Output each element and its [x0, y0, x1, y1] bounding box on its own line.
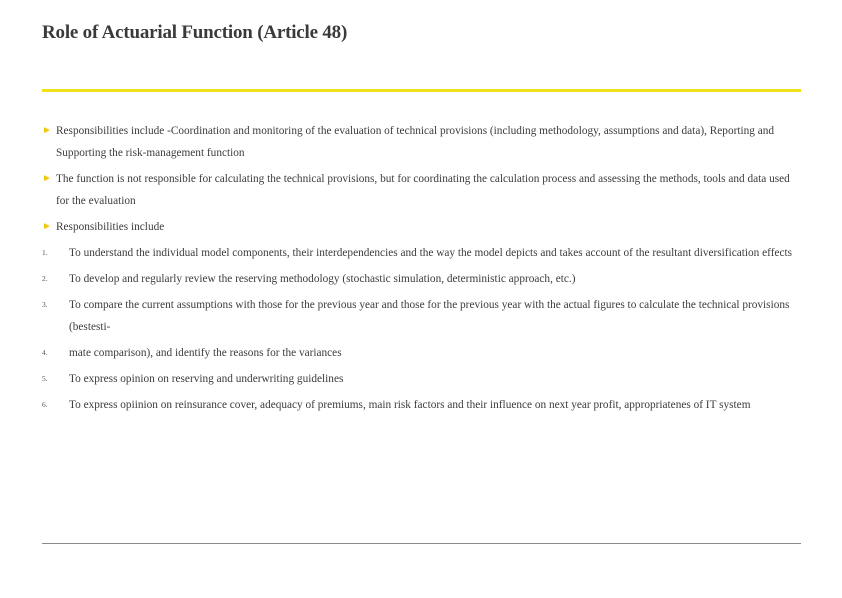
bullet-text: Responsibilities include -Coordination and monitoring of the evaluation of technical provisions (including methodology, assumptions and data), Reporting and Supporting the risk-management function — [56, 125, 775, 159]
numbered-item — [42, 394, 804, 416]
item-text: To understand the individual model components, their interdependencies and the way the model depicts and takes account of the resultant diversification effects — [69, 247, 793, 259]
numbered-item — [42, 242, 804, 264]
item-text: To express opinion on reserving and underwriting guidelines — [69, 373, 344, 385]
title-underline — [42, 89, 801, 92]
bullet-text: Responsibilities include — [56, 221, 165, 233]
bullet-item — [42, 168, 804, 212]
item-number: 6. — [42, 400, 48, 409]
triangle-bullet-icon: ► — [42, 173, 52, 184]
triangle-bullet-icon: ► — [42, 125, 52, 136]
numbered-item — [42, 342, 804, 364]
item-text: To express opiinion on reinsurance cover, adequacy of premiums, main risk factors and their influence on next year profit, appropriatenes of IT system — [69, 399, 751, 411]
numbered-item — [42, 368, 804, 390]
numbered-item — [42, 268, 804, 290]
numbered-item — [42, 294, 804, 338]
item-text: mate comparison), and identify the reasons for the variances — [69, 347, 342, 359]
slide-content — [42, 120, 804, 420]
bullet-text: The function is not responsible for calculating the technical provisions, but for coordinating the calculation process and assessing the methods, tools and data used for the evaluation — [56, 173, 790, 207]
item-text: To compare the current assumptions with those for the previous year and those for the previous year with the actual figures to calculate the technical provisions (bestesti- — [69, 299, 790, 333]
item-text: To develop and regularly review the reserving methodology (stochastic simulation, deterministic approach, etc.) — [69, 273, 576, 285]
item-number: 4. — [42, 348, 48, 357]
bullet-item — [42, 120, 804, 164]
item-number: 2. — [42, 274, 48, 283]
bullet-item — [42, 216, 804, 238]
item-number: 5. — [42, 374, 48, 383]
triangle-bullet-icon: ► — [42, 221, 52, 232]
item-number: 1. — [42, 248, 48, 257]
slide-title: Role of Actuarial Function (Article 48) — [42, 22, 348, 43]
footer-divider — [42, 543, 801, 544]
item-number: 3. — [42, 300, 48, 309]
